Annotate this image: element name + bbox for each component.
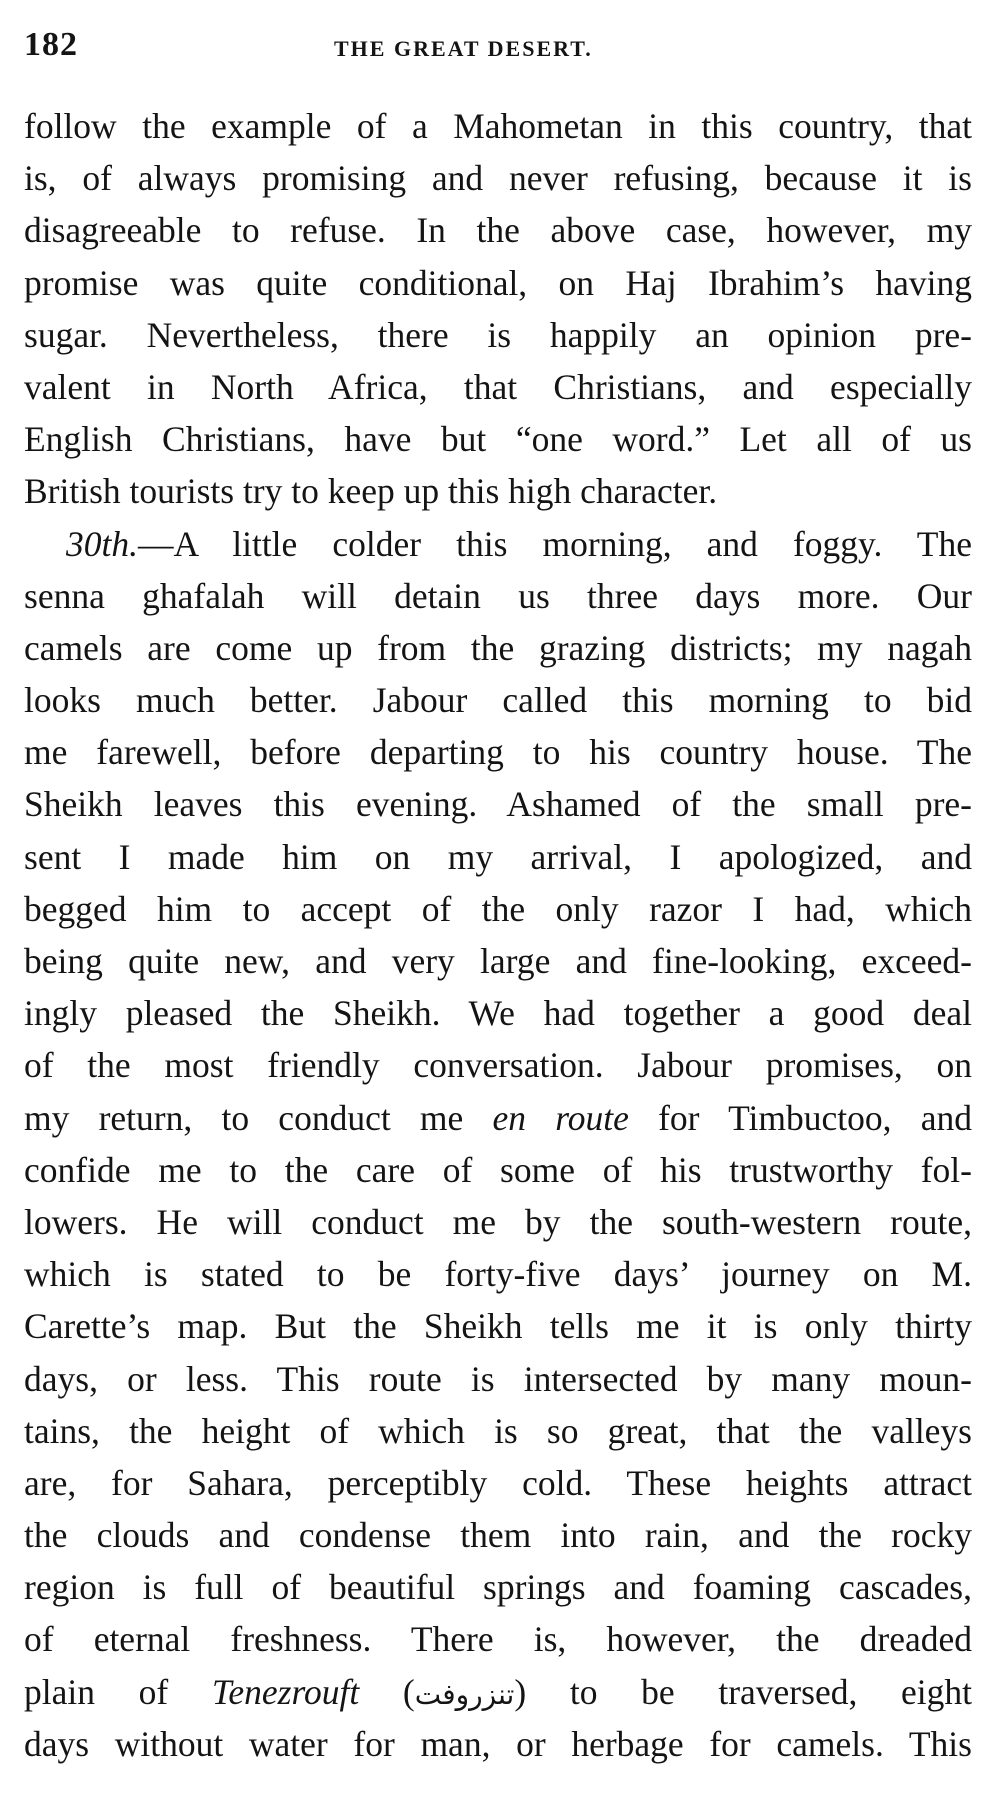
text-line: which is stated to be forty-five days’ journey on M. [24,1254,972,1295]
text-fragment: plain of [24,1671,212,1712]
text-line: of the most friendly conversation. Jabour promises, on [24,1045,972,1086]
text-line-dated [24,518,972,570]
text-line: follow the example of a Mahometan in this country, that [24,106,972,146]
text-fragment: for Timbuctoo, and [628,1097,972,1138]
body-text [24,100,972,1770]
text-line: disagreeable to refuse. In the above case, however, my [24,210,972,251]
arabic-name: تنزروفت [414,1677,515,1711]
text-line-tenezrouft [24,1666,972,1718]
text-line: days, or less. This route is intersected by many moun- [24,1358,972,1399]
text-line: confide me to the care of some of his trustworthy fol- [24,1149,972,1190]
text-line: tains, the height of which is so great, that the valleys [24,1410,972,1451]
text-line: valent in North Africa, that Christians, and especially [24,366,972,407]
text-line: English Christians, have but “one word.” Let all of us [24,419,972,460]
text-line: sugar. Nevertheless, there is happily an opinion pre- [24,314,972,355]
page-header [24,26,974,76]
text-line: camels are come up from the grazing districts; my nagah [24,627,972,668]
text-line: sent I made him on my arrival, I apologized, and [24,836,972,877]
diary-date: 30th. [66,523,138,564]
text-fragment: —A little colder this morning, and foggy. The [138,523,972,564]
text-line: lowers. He will conduct me by the south-western route, [24,1201,972,1242]
page-number: 182 [24,26,78,63]
text-line: days without water for man, or herbage for camels. This [24,1723,972,1764]
text-line: of eternal freshness. There is, however, the dreaded [24,1619,972,1660]
text-line: Sheikh leaves this evening. Ashamed of the small pre- [24,784,972,825]
running-head: THE GREAT DESERT. [334,36,593,61]
text-line: are, for Sahara, perceptibly cold. These heights attract [24,1462,972,1503]
text-line: is, of always promising and never refusing, because it is [24,158,972,199]
text-line: British tourists try to keep up this high character. [24,471,718,512]
text-line: me farewell, before departing to his country house. The [24,732,972,773]
text-fragment: to be traversed, eight [526,1671,972,1712]
italic-phrase: en route [492,1097,629,1138]
text-line: ingly pleased the Sheikh. We had together a good deal [24,993,972,1034]
text-fragment: my return, to conduct me [24,1097,493,1138]
text-line: being quite new, and very large and fine-looking, exceed- [24,941,972,981]
text-line: region is full of beautiful springs and foaming cascades, [24,1567,972,1608]
text-line: Carette’s map. But the Sheikh tells me it is only thirty [24,1306,972,1347]
text-fragment: ( [359,1671,415,1712]
text-line: the clouds and condense them into rain, and the rocky [24,1515,972,1556]
place-name: Tenezrouft [211,1671,360,1712]
text-line: looks much better. Jabour called this morning to bid [24,680,972,721]
text-line: promise was quite conditional, on Haj Ibrahim’s having [24,262,972,303]
text-fragment: ) [514,1671,527,1712]
text-line: begged him to accept of the only razor I had, which [24,888,972,929]
text-line-en-route [24,1092,972,1144]
text-line: senna ghafalah will detain us three days more. Our [24,575,972,616]
